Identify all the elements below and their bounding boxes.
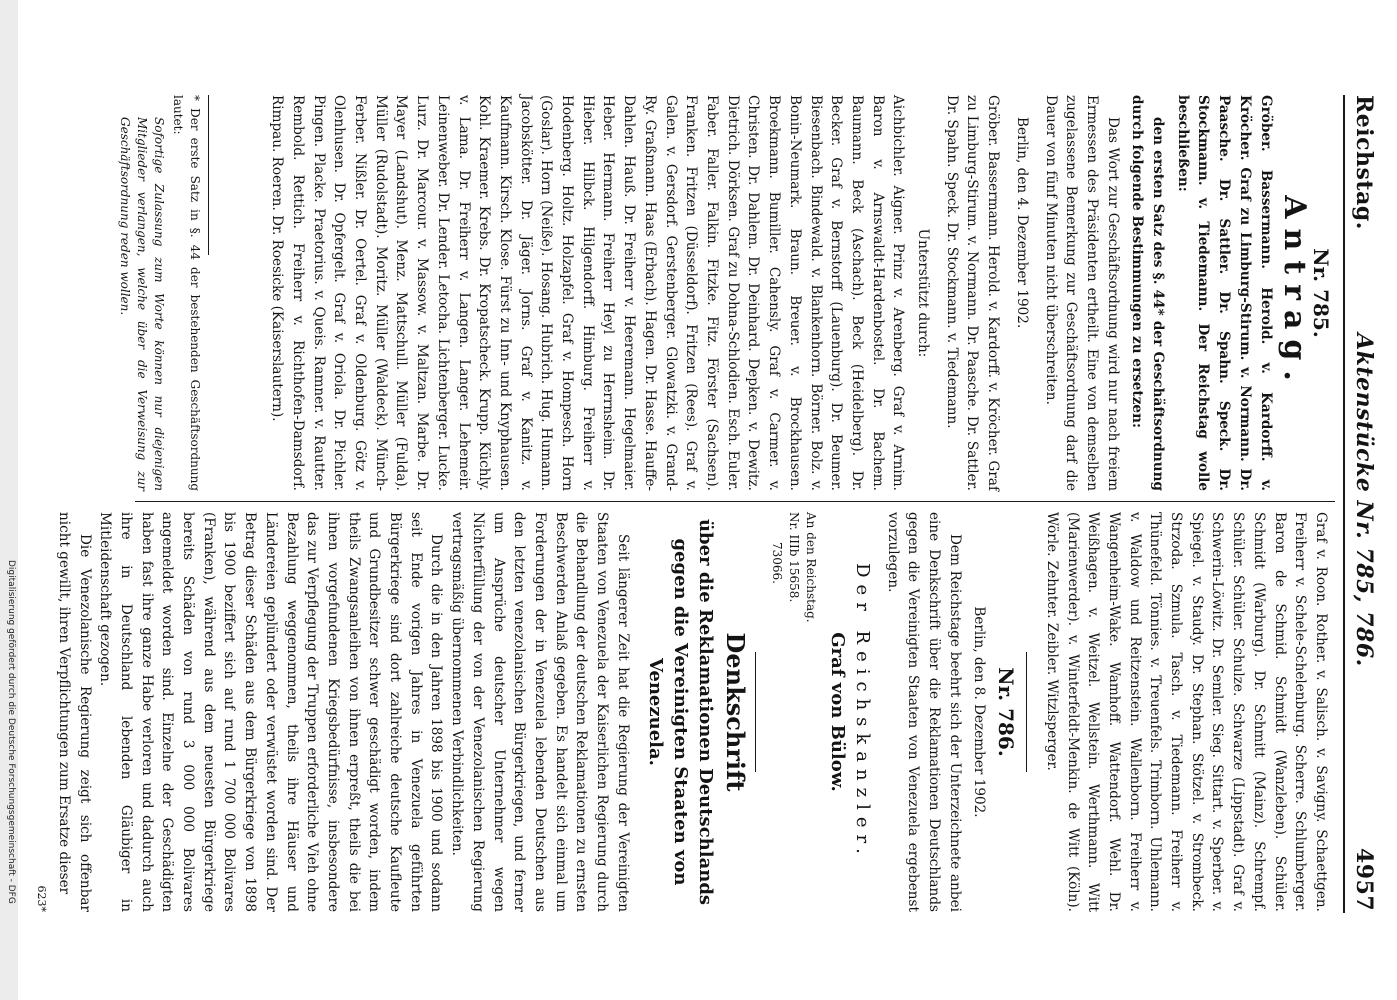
section-rule: [1026, 652, 1027, 772]
antrag-date: Berlin, den 4. Dezember 1902.: [1013, 117, 1030, 329]
reference-number: Nr. IIIb 15658.: [786, 512, 801, 603]
reference-number-2: 73066.: [769, 542, 784, 584]
right-column: [30, 512, 1331, 912]
supported-by-label: Unterstützt durch:: [915, 228, 932, 358]
letter-date: Berlin, den 8. Dezember 1902.: [971, 606, 988, 818]
antrag-resolution: den ersten Satz des §. 44* der Geschäftsordnung durch folgende Bestimmungen zu ersetzen:: [1129, 95, 1167, 491]
antrag-title: Antrag.: [1277, 195, 1313, 391]
digitization-note: Digitalisierung gefördert durch die Deutsche Forschungsgemeinschaft - DFG: [6, 560, 16, 904]
denkschrift-paragraph-2: Durch die in den Jahren 1898 bis 1900 und sodann seit Ende vorigen Jahres in Venezuela geführten Bürgerkriege sind dort zahlreiche deutsche Kaufleute und Grundbesitzer schwer geschädigt worden, indem theils Zwangsanleihen von ihnen erpreßt, theils die bei ihnen vorgefundenen Kriegsbedürfnisse, insbesondere das zur Verpflegung der Truppen erforderliche Vieh ohne Bezahlung weggenommen, theils ihre Häuser und Ländereien geplündert oder verwüstet worden sind. Der Betrag dieser Schäden aus dem Bürgerkriege von 1898 bis 1900 beziffert sich auf rund 1 700 000 Bolivares (Franken), während aus dem neuesten Bürgerkriege bereits Schäden von rund 3 000 000 Bolivares angemeldet worden sind. Einzelne der Geschädigten haben fast ihre ganze Habe verloren und dadurch auch ihre in Deutschland lebenden Gläubiger in Mitleidenschaft gezogen.: [97, 512, 445, 912]
column-divider: [135, 501, 1335, 502]
document-number-786: Nr. 786.: [994, 667, 1019, 757]
signature-name: Graf von Bülow.: [827, 632, 849, 792]
left-column: [267, 95, 1331, 491]
running-head-left: Reichstag.: [1351, 95, 1377, 230]
antrag-proposers: Gröber. Bassermann. Herold. v. Kardorff. v. Kröcher. Graf zu Limburg-Stirum. v. Normann. Dr. Paasche. Dr. Sattler. Dr. Spahn. Speck. Dr. Stockmann. v. Tiedemann. Der Reichstag wolle beschließen:: [1174, 95, 1274, 491]
footnote-rule: [208, 95, 209, 255]
denkschrift-subtitle: über die Reklamationen Deutschlands gegen die Vereinigten Staaten von Venezuela.: [644, 518, 716, 906]
running-head-center: Aktenstücke Nr. 785, 786.: [1351, 333, 1377, 667]
denkschrift-paragraph-3: Die Venezolanische Regierung zeigt sich offenbar nicht gewillt, ihren Verpflichtungen zum Ersatze dieser: [55, 512, 93, 912]
section-rule-2: [755, 652, 756, 772]
denkschrift-title: Denkschrift: [720, 632, 750, 792]
antrag-signers: Gröber. Bassermann. Herold. v. Kardorff. v. Kröcher. Graf zu Limburg-Stirum. v. Normann. Dr. Paasche. Dr. Sattler. Dr. Spahn. Speck. Dr. Stockmann. v. Tiedemann.: [943, 95, 1002, 491]
signature-title: Der Reichskanzler.: [851, 563, 873, 861]
signature-mark: 623*: [35, 885, 49, 912]
page-number: 4957: [1351, 848, 1377, 912]
footnote-intro: * Der erste Satz in §. 44 der bestehenden Geschäftsordnung lautet:: [171, 95, 202, 491]
antrag-text: Das Wort zur Geschäftsordnung wird nur nach freiem Ermessen des Präsidenten ertheilt. Eine von demselben zugelassene Bemerkung zur Geschäftsordnung darf die Dauer von fünf Minuten nicht überschreiten.: [1042, 95, 1121, 491]
letter-text: Dem Reichstage beehrt sich der Unterzeichnete anbei eine Denkschrift über die Reklamationen Deutschlands gegen die Vereinigten Staaten von Venezuela ergebenst vorzulegen.: [884, 512, 963, 912]
supporters-list: Aichbichler. Aigner. Prinz v. Arenberg. Graf v. Arnim. Baron v. Arnswaldt-Hardenbostel. Dr. Bachem. Baumann. Beck (Aschach). Beck (Heidelberg). Dr. Becker. Graf v. Bernstorff (Lauenburg). Dr. Beumer. Biesenbach. Bindewald. v. Blankenhorn. Börner. Bolz. v. Bonin-Neumark. Braun. Breuer. v. Brockhausen. Broekmann. Bumiller. Cahensly. Graf v. Carmer. v. Christen. Dr. Dahlem. Dr. Deinhard. Depken. v. Dewitz. Dietrich. Dörksen. Graf zu Dohna-Schlodien. Esch. Euler. Faber. Faller. Falkin. Fitzke. Fitz. Förster (Sachsen). Franken. Fritzen (Düsseldorf). Fritzen (Rees). Graf v. Galen. v. Gersdorf. Gerstenberger. Glowatzki. v. Grand-Ry. Graßmann. Haas (Erbach). Hagen. Dr. Hasse. Hauffe-Dahlen. Hauß. Dr. Freiherr v. Heeremann. Hegelmaier. Heber. Hermann. Freiherr Heyl zu Herrnsheim. Dr. Hieber. Hilbck. Hilgendorff. Himburg. Freiherr v. Hodenberg. Holtz. Holzapfel. Graf v. Hompesch. Horn (Goslar). Horn (Neiße). Hosang. Hubrich. Hug. Humann. Jacobskötter. Dr. Jäger. Jorns. Graf v. Kanitz. v. Kaufmann. Kirsch. Klose. Fürst zu Inn- und Knyphausen. Kohl. Kraemer. Krebs. Dr. Kropatscheck. Krupp. Küchly. v. Lama. Dr. Freiherr v. Langen. Langer. Lehemeir. Leinenweber. Dr. Lender. Letocha. Lichtenberger. Lucke. Lurz. Dr. Marcour. v. Massow. v. Maltzan. Marbe. Dr. Mayer (Landshut). Menz. Mattschull. Müller (Fulda). Müller (Rudolstadt). Moritz. Müller (Waldeck). Münch-Ferber. Nißler. Dr. Oertel. Graf v. Oldenburg. Götz v. Olenhusen. Dr. Opfergelt. Graf v. Oriola. Dr. Pichler. Pingen. Placke. Praetorius. v. Queis. Ramner. v. Rautter. Rembold. Rettich. Freiherr v. Richthofen-Damsdorf. Rimpau. Roeren. Dr. Roesicke (Kaiserslautern).: [269, 95, 907, 491]
footnote: [116, 95, 203, 491]
addressee: An den Reichstag.: [803, 512, 818, 623]
header-rule: [1343, 95, 1345, 913]
supporters-continued: Graf v. Roon. Rother. v. Salisch. v. Savigny. Schaettgen. Freiherr v. Schele-Schelenburg. Scherre. Schlumberger. Baron de Schmid. Schmidt (Wanzleben). Schüler. Schmidt (Warburg). Dr. Schmitt (Mainz). Schrempf. Schüler. Schüler. Schulze. Schwarze (Lippstadt). Graf v. Schwerin-Löwitz. Dr. Semler. Sieg. Sittart. v. Sperber. v. Spiegel. v. Staudy. Dr. Stephan. Stötzel. v. Strombeck. Strzoda. Szmula. Tasch. v. Tiedemann. Freiherr v. Thünefeld. Tönnies. v. Treuenfels. Trimborn. Uhlemann. v. Waldow und Reitzenstein. Wallenborn. Freiherr v. Wangenheim-Wake. Wamhoff. Wattendorf. Wehl. Dr. Weißhagen. v. Weitzel. Wellstein. Werthmann. Witt (Marienwerder). v. Winterfeldt-Menkin. de Witt (Köln). Wörle. Zehnter. Zeibler. Witzlsperger.: [1043, 512, 1329, 912]
footnote-text: Sofortige Zulassung zum Worte können nur diejenigen Mitglieder verlangen, welche über die Verweisung zur Geschäftsordnung reden wollen.: [118, 117, 166, 491]
denkschrift-paragraph-1: Seit längerer Zeit hat die Regierung der Vereinigten Staaten von Venezuela der Kaiserlichen Regierung durch die Behandlung der deutschen Reklamationen zu ernsten Beschwerden Anlaß gegeben. Es handelt sich einmal um Forderungen der in Venezuela lebenden Deutschen aus den letzten venezolanischen Bürgerkriegen, und ferner um Ansprüche deutscher Unternehmer wegen Nichterfüllung der von der Venezolanischen Regierung vertragsmäßig übernommenen Verbindlichkeiten.: [449, 512, 631, 912]
document-number-785: Nr. 785.: [1309, 248, 1333, 338]
